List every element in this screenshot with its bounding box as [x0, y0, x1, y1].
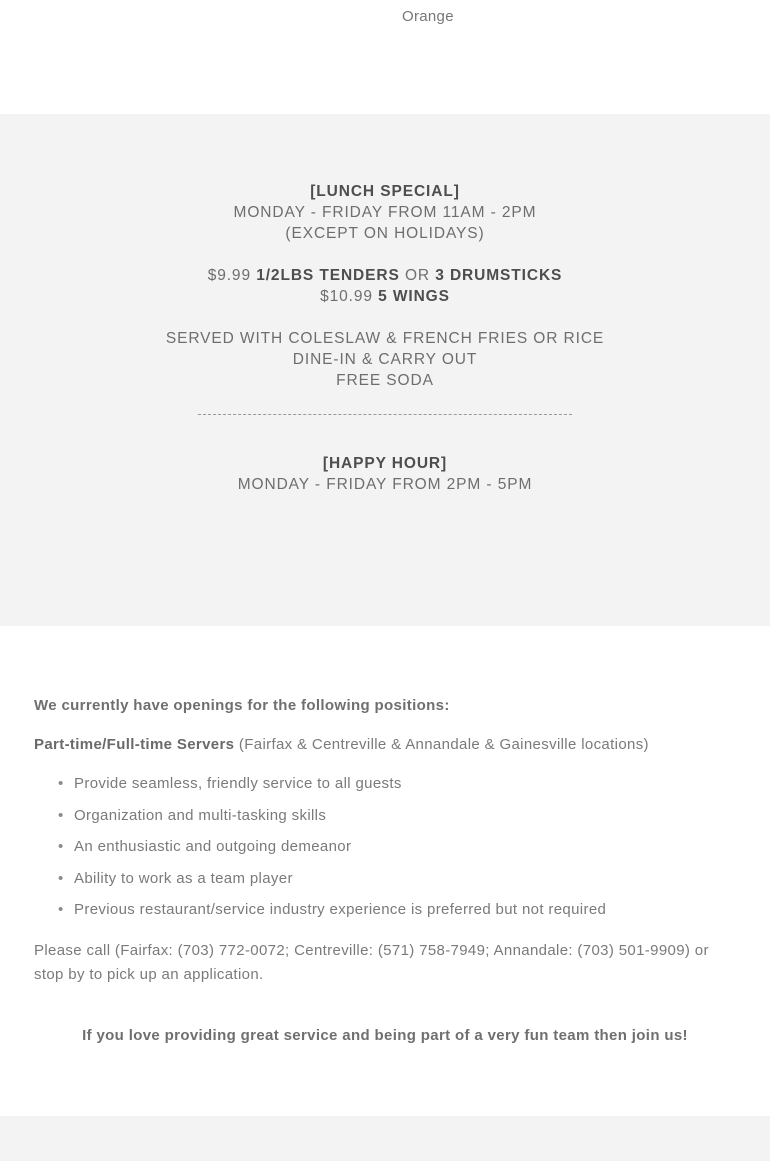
openings-heading: We currently have openings for the following positions: — [34, 697, 450, 714]
server-role — [34, 736, 649, 753]
call-instructions: Please call (Fairfax: (703) 772-0072; Centreville: (571) 758-7949; Annandale: (703) 501-9909) or stop by to pick up an application. — [34, 942, 709, 983]
happy-hour-block — [0, 453, 770, 495]
bullet-icon: • — [58, 806, 64, 824]
lunch-special-days: MONDAY - FRIDAY FROM 11AM - 2PM — [233, 204, 537, 221]
role-locations: (Fairfax & Centreville & Annandale & Gainesville locations) — [238, 736, 649, 753]
lunch-special-block — [0, 181, 770, 244]
fragment-text: Orange — [402, 8, 454, 25]
item-drumsticks: 3 DRUMSTICKS — [435, 267, 563, 284]
price-line-2 — [0, 286, 770, 307]
bullet-icon: • — [58, 775, 64, 792]
previous-section-fragment — [0, 0, 770, 114]
section-divider — [198, 414, 572, 415]
list-item: • An enthusiastic and outgoing demeanor — [58, 838, 352, 855]
job-openings-section — [0, 626, 770, 1116]
happy-hour-title: [HAPPY HOUR] — [322, 455, 448, 472]
lunch-special-title: [LUNCH SPECIAL] — [310, 183, 460, 200]
price-2: $10.99 — [320, 288, 373, 305]
bullet-icon: • — [58, 901, 64, 918]
list-item: • Provide seamless, friendly service to all guests — [58, 775, 402, 792]
price-line-1 — [0, 265, 770, 286]
lunch-details-block — [0, 328, 770, 391]
free-soda-text: FREE SODA — [336, 372, 434, 389]
served-with-text: SERVED WITH COLESLAW & FRENCH FRIES OR RICE — [165, 330, 605, 347]
join-us-text: If you love providing great service and being part of a very fun team then join us! — [82, 1027, 688, 1044]
lunch-special-exception: (EXCEPT ON HOLIDAYS) — [285, 225, 485, 242]
or-word: OR — [404, 267, 431, 284]
list-item: • Organization and multi-tasking skills — [58, 806, 327, 824]
footer-strip — [0, 1116, 770, 1161]
lunch-prices-block — [0, 265, 770, 307]
happy-hour-days: MONDAY - FRIDAY FROM 2PM - 5PM — [237, 476, 533, 493]
specials-section — [0, 114, 770, 626]
bullet-icon: • — [58, 869, 64, 887]
requirements-list — [58, 774, 606, 932]
dine-in-carry-out-text: DINE-IN & CARRY OUT — [292, 351, 478, 368]
item-tenders: 1/2LBS TENDERS — [256, 267, 400, 284]
list-item: • Ability to work as a team player — [58, 869, 293, 887]
price-1: $9.99 — [207, 267, 251, 284]
list-item: • Previous restaurant/service industry experience is preferred but not required — [58, 901, 607, 918]
role-title: Part-time/Full-time Servers — [34, 736, 235, 753]
bullet-icon: • — [58, 838, 64, 855]
item-wings: 5 WINGS — [378, 288, 450, 305]
